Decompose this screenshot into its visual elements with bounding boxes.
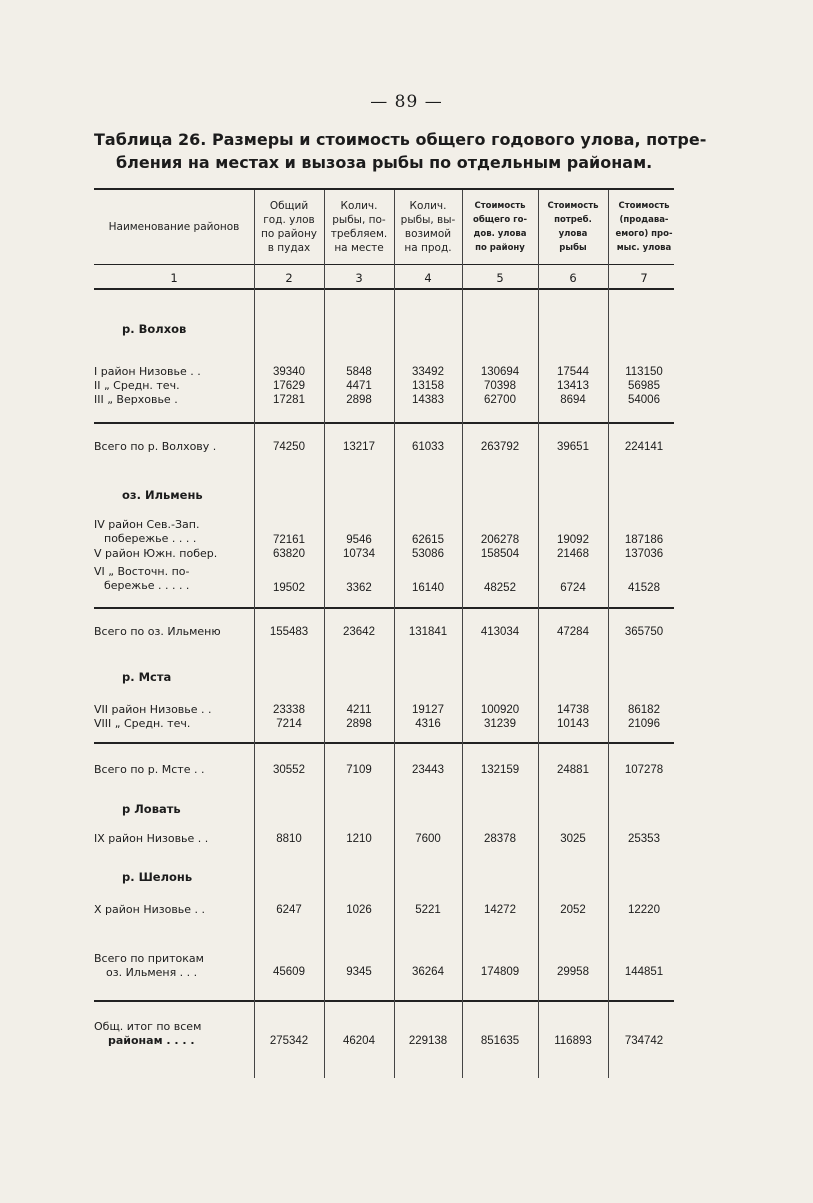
column-numbers-rule	[94, 288, 674, 290]
table-cell: 13217	[343, 441, 375, 453]
table-cell: 365750	[624, 626, 664, 638]
header-text: потреб.	[554, 215, 592, 225]
row-label: I район Низовье . .	[94, 365, 201, 378]
table-cell: 8694	[560, 394, 586, 406]
table-cell: 4316	[415, 718, 441, 730]
header-text: в пудах	[267, 242, 311, 254]
table-cell: 13413	[557, 380, 589, 392]
table-cell: 10143	[557, 718, 589, 730]
column-number: 4	[424, 271, 432, 285]
header-text: дов. улова	[473, 229, 527, 239]
table-cell: 13158	[412, 380, 444, 392]
table-cell: 12220	[628, 904, 660, 916]
table-cell: 30552	[273, 764, 305, 776]
row-label	[94, 952, 254, 980]
table-cell: 47284	[557, 626, 589, 638]
table-cell: 9546	[346, 534, 372, 546]
header-text: Стоимость	[474, 201, 526, 211]
header-total-catch	[254, 199, 324, 255]
table-cell: 275342	[269, 1035, 309, 1047]
row-label: Всего по р. Волхову .	[94, 440, 217, 453]
header-district-name: Наименование районов	[108, 221, 240, 233]
table-cell: 224141	[624, 441, 664, 453]
header-text: по району	[475, 243, 525, 253]
row-label	[94, 518, 254, 546]
table-cell: 62615	[412, 534, 444, 546]
section-heading: р. Шелонь	[122, 870, 193, 884]
row-label: III „ Верховье .	[94, 393, 178, 406]
volkhov-total-rule	[94, 422, 674, 424]
table-cell: 187186	[624, 534, 664, 546]
table-cell: 206278	[480, 534, 520, 546]
header-text: на месте	[334, 242, 384, 254]
table-cell: 1026	[346, 904, 372, 916]
row-label: X район Низовье . .	[94, 903, 206, 916]
table-cell: 6724	[560, 582, 586, 594]
header-text: возимой	[404, 228, 452, 240]
table-cell: 14383	[412, 394, 444, 406]
table-cell: 107278	[624, 764, 664, 776]
table-cell: 5848	[346, 366, 372, 378]
row-label-line: IV район Сев.-Зап.	[94, 518, 200, 531]
header-text: год. улов	[263, 214, 315, 226]
column-number: 3	[355, 271, 363, 285]
table-cell: 70398	[484, 380, 516, 392]
table-cell: 2898	[346, 394, 372, 406]
table-cell: 86182	[628, 704, 660, 716]
table-cell: 56985	[628, 380, 660, 392]
row-label: Всего по р. Мсте . .	[94, 763, 205, 776]
table-cell: 17281	[273, 394, 305, 406]
table-cell: 19092	[557, 534, 589, 546]
header-text: мыс. улова	[616, 243, 672, 253]
table-cell: 54006	[628, 394, 660, 406]
table-cell: 174809	[480, 966, 520, 978]
table-cell: 17629	[273, 380, 305, 392]
table-cell: 24881	[557, 764, 589, 776]
column-number: 1	[170, 271, 178, 285]
row-label: IX район Низовье . .	[94, 832, 209, 845]
table-cell: 7214	[276, 718, 302, 730]
table-cell: 413034	[480, 626, 520, 638]
tributaries-total-rule	[94, 1000, 674, 1002]
table-cell: 28378	[484, 833, 516, 845]
table-cell: 25353	[628, 833, 660, 845]
header-text: по району	[260, 228, 318, 240]
header-consumed-value	[538, 199, 608, 255]
table-cell: 21096	[628, 718, 660, 730]
table-cell: 2052	[560, 904, 586, 916]
table-cell: 72161	[273, 534, 305, 546]
column-number: 2	[285, 271, 293, 285]
table-cell: 263792	[480, 441, 520, 453]
table-cell: 21468	[557, 548, 589, 560]
header-text: общего го-	[473, 215, 527, 225]
header-text: Общий	[269, 200, 309, 212]
table-cell: 23443	[412, 764, 444, 776]
row-label-line: оз. Ильменя . . .	[106, 966, 198, 979]
header-sold-value	[608, 199, 680, 255]
row-label-line: побережье . . . .	[104, 532, 197, 545]
table-cell: 4211	[346, 704, 372, 716]
header-bottom-rule	[94, 264, 674, 265]
section-heading: р. Мста	[122, 670, 172, 684]
table-cell: 48252	[484, 582, 516, 594]
section-heading: оз. Ильмень	[122, 488, 203, 502]
table-cell: 7109	[346, 764, 372, 776]
section-heading: р. Волхов	[122, 322, 187, 336]
table-cell: 62700	[484, 394, 516, 406]
header-text: (продава-	[619, 215, 669, 225]
table-cell: 5221	[415, 904, 441, 916]
table-cell: 10734	[343, 548, 375, 560]
table-cell: 144851	[624, 966, 664, 978]
table-cell: 229138	[408, 1035, 448, 1047]
table-cell: 23642	[343, 626, 375, 638]
header-local-consumption	[324, 199, 394, 255]
table-cell: 158504	[480, 548, 520, 560]
table-cell: 31239	[484, 718, 516, 730]
table-cell: 8810	[276, 833, 302, 845]
table-cell: 17544	[557, 366, 589, 378]
row-label-line: Общ. итог по всем	[94, 1020, 202, 1033]
header-text: Колич.	[340, 200, 378, 212]
table-cell: 33492	[412, 366, 444, 378]
table-cell: 1210	[346, 833, 372, 845]
table-cell: 9345	[346, 966, 372, 978]
table-cell: 39651	[557, 441, 589, 453]
header-text: рыбы, по-	[332, 214, 386, 226]
page-number: — 89 —	[370, 92, 443, 112]
row-label: Всего по оз. Ильменю	[94, 625, 221, 638]
table-cell: 2898	[346, 718, 372, 730]
header-text: Колич.	[409, 200, 447, 212]
table-cell: 45609	[273, 966, 305, 978]
table-cell: 14738	[557, 704, 589, 716]
table-cell: 53086	[412, 548, 444, 560]
header-text: улова	[558, 229, 588, 239]
table-cell: 3362	[346, 582, 372, 594]
table-cell: 6247	[276, 904, 302, 916]
table-cell: 3025	[560, 833, 586, 845]
table-cell: 39340	[273, 366, 305, 378]
header-text: рыбы, вы-	[400, 214, 456, 226]
header-text: на прод.	[404, 242, 452, 254]
row-label-line: VI „ Восточн. по-	[94, 565, 190, 578]
table-cell: 74250	[273, 441, 305, 453]
row-label-line: Всего по притокам	[94, 952, 204, 965]
table-cell: 100920	[480, 704, 520, 716]
table-cell: 137036	[624, 548, 664, 560]
table-cell: 23338	[273, 704, 305, 716]
table-cell: 131841	[408, 626, 448, 638]
table-top-rule	[94, 188, 674, 190]
column-number: 5	[496, 271, 504, 285]
msta-total-rule	[94, 742, 674, 744]
table-title	[94, 128, 714, 174]
row-label: VII район Низовье . .	[94, 703, 212, 716]
header-text: емого) про-	[615, 229, 673, 239]
table-cell: 734742	[624, 1035, 664, 1047]
header-text: Стоимость	[618, 201, 670, 211]
table-title-line-1: Таблица 26. Размеры и стоимость общего годового улова, потре-	[94, 130, 707, 149]
table-cell: 16140	[412, 582, 444, 594]
column-number: 7	[640, 271, 648, 285]
table-cell: 155483	[269, 626, 309, 638]
row-label: II „ Средн. теч.	[94, 379, 180, 392]
table-title-line-2: бления на местах и вызоза рыбы по отдельным районам.	[116, 153, 653, 172]
table-cell: 19502	[273, 582, 305, 594]
row-label	[94, 1020, 254, 1048]
header-text: Стоимость	[547, 201, 599, 211]
table-cell: 113150	[625, 366, 663, 378]
row-label: VIII „ Средн. теч.	[94, 717, 191, 730]
row-label	[94, 565, 254, 593]
header-text: требляем.	[330, 228, 388, 240]
table-cell: 41528	[628, 582, 660, 594]
ilmen-total-rule	[94, 607, 674, 609]
table-cell: 851635	[480, 1035, 520, 1047]
table-cell: 46204	[343, 1035, 375, 1047]
header-text: рыбы	[559, 243, 587, 253]
table-cell: 7600	[415, 833, 441, 845]
table-cell: 132159	[480, 764, 520, 776]
table-cell: 63820	[273, 548, 305, 560]
table-cell: 29958	[557, 966, 589, 978]
section-heading: р Ловать	[122, 802, 181, 816]
table-cell: 130694	[480, 366, 520, 378]
table-cell: 61033	[412, 441, 444, 453]
row-label-line: районам . . . .	[108, 1034, 195, 1047]
table-cell: 14272	[484, 904, 516, 916]
table-cell: 36264	[412, 966, 444, 978]
table-cell: 116893	[554, 1035, 592, 1047]
table-cell: 19127	[412, 704, 444, 716]
header-exported-for-sale	[394, 199, 462, 255]
row-label-line: бережье . . . . .	[104, 579, 190, 592]
header-total-value	[462, 199, 538, 255]
column-number: 6	[569, 271, 577, 285]
row-label: V район Южн. побер.	[94, 547, 218, 560]
table-cell: 4471	[346, 380, 372, 392]
